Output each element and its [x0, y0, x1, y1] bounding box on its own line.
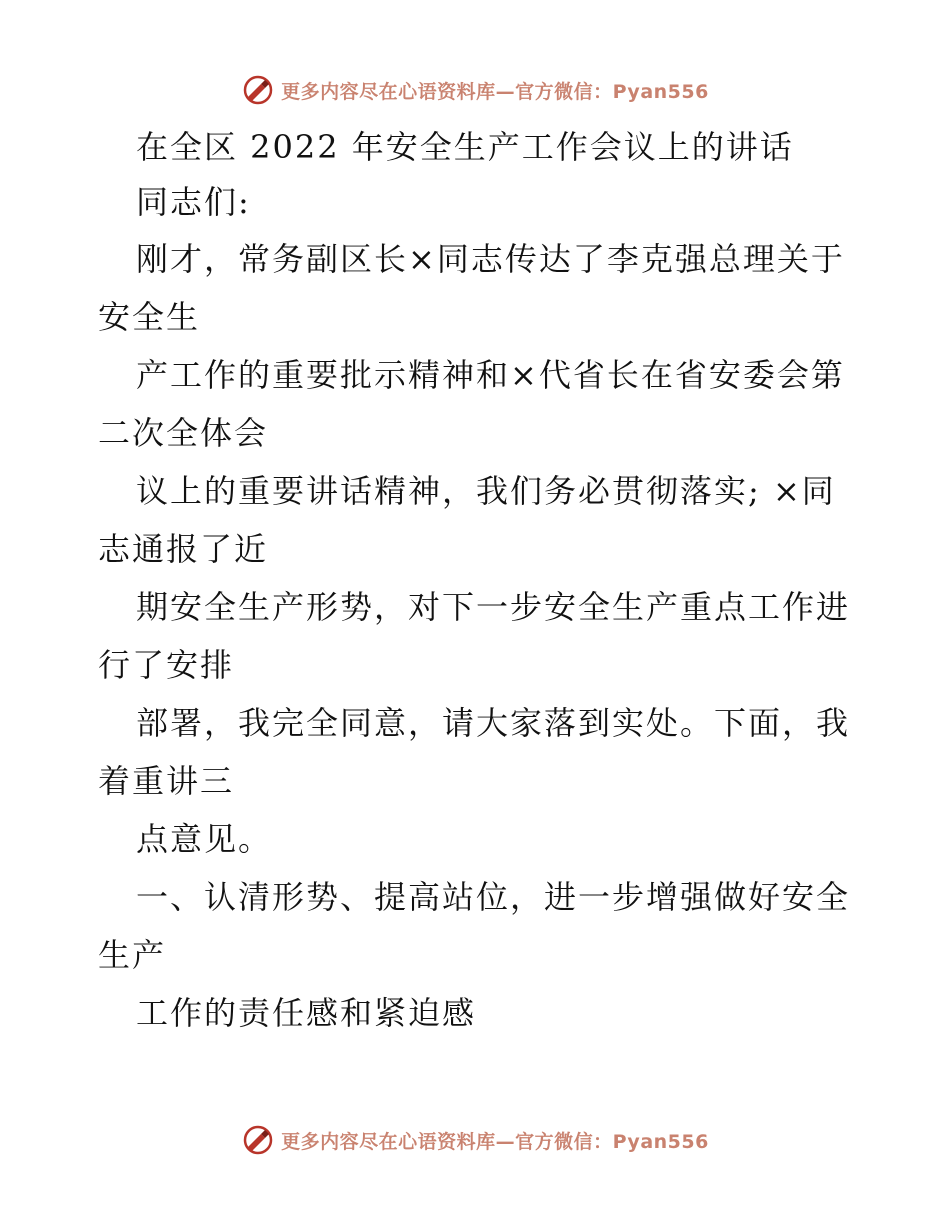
pen-nib-circle-icon — [241, 1123, 275, 1157]
document-title: 在全区 2022 年安全生产工作会议上的讲话 — [136, 128, 794, 166]
text-line: 期安全生产形势，对下一步安全生产重点工作进 — [136, 588, 851, 626]
pen-nib-circle-icon — [241, 73, 275, 107]
header-watermark — [0, 70, 950, 110]
section-heading-continued: 工作的责任感和紧迫感 — [136, 994, 477, 1032]
section-heading-continued: 生产 — [98, 936, 167, 974]
watermark-text: 更多内容尽在心语资料库—官方微信：Pyan556 — [281, 1130, 709, 1153]
section-heading: 一、认清形势、提高站位，进一步增强做好安全 — [136, 878, 851, 916]
text-line: 产工作的重要批示精神和×代省长在省安委会第 — [136, 356, 845, 394]
footer-watermark — [0, 1120, 950, 1160]
text-line: 行了安排 — [98, 646, 235, 684]
document-body — [98, 120, 858, 1042]
watermark-text: 更多内容尽在心语资料库—官方微信：Pyan556 — [281, 80, 709, 103]
text-line: 二次全体会 — [98, 414, 269, 452]
text-line: 安全生 — [98, 298, 201, 336]
text-line: 部署，我完全同意，请大家落到实处。下面，我 — [136, 704, 851, 742]
greeting-line: 同志们: — [136, 183, 251, 221]
text-line: 着重讲三 — [98, 762, 235, 800]
text-line: 议上的重要讲话精神，我们务必贯彻落实; ×同 — [136, 472, 836, 510]
text-line: 点意见。 — [136, 820, 273, 858]
text-line: 志通报了近 — [98, 530, 269, 568]
text-line: 刚才，常务副区长×同志传达了李克强总理关于 — [136, 240, 845, 278]
